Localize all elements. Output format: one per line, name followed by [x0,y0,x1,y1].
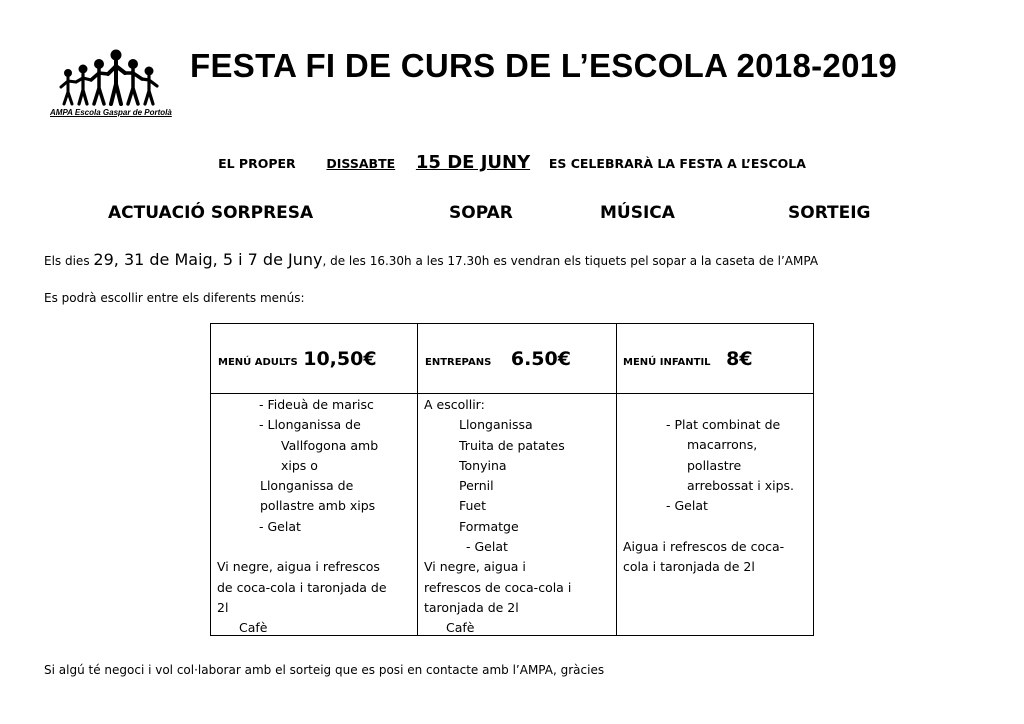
page-title: FESTA FI DE CURS DE L’ESCOLA 2018-2019 [190,47,898,84]
menu-header-kids [623,348,753,370]
list-item: Formatge [459,518,519,534]
list-item: de coca-cola i taronjada de [217,579,387,595]
tickets-info [44,250,818,269]
list-item: - Llonganissa de [259,417,361,433]
column-divider [417,324,418,635]
children-holding-hands-icon [58,40,162,106]
tickets-suffix: , de les 16.30h a les 17.30h es vendran els tiquets pel sopar a la caseta de l’AMPA [322,254,819,268]
list-item: A escollir: [424,397,485,412]
list-item: arrebossat i xips. [687,477,795,493]
list-spacer [623,516,794,536]
list-item: Tonyina [459,457,507,473]
list-item: Fuet [459,498,487,514]
list-item: Llonganissa de [260,478,354,494]
header-divider [211,393,813,394]
list-item: xips o [281,457,318,473]
list-item: - Gelat [259,518,301,534]
menu-name: ENTREPANS [425,357,492,368]
column-divider [616,324,617,635]
announcement-intro: EL PROPER [218,156,296,171]
list-item: - Plat combinat de [666,417,781,432]
menu-sandwiches-items [424,395,571,639]
tickets-dates: 29, 31 de Maig, 5 i 7 de Juny [93,250,323,269]
footer-note: Si algú té negoci i vol col·laborar amb el sorteig que es posi en contacte amb l’AMPA, gràcies [44,663,605,677]
list-item: Aigua i refrescos de coca- [623,538,785,554]
menu-header-adults [218,348,377,370]
list-item: 2l [217,599,229,615]
list-item: Cafè [446,620,475,636]
list-item: Truita de patates [459,437,565,453]
list-item: macarrons, [687,437,758,453]
tickets-prefix: Els dies [44,254,90,268]
announcement-date: 15 DE JUNY [415,152,531,173]
menu-price: 10,50€ [303,348,377,370]
menu-kids-items [623,415,794,577]
list-item: pollastre [687,457,742,473]
announcement-day: DISSABTE [326,156,396,171]
list-item: pollastre amb xips [260,498,376,514]
list-item: - Fideuà de marisc [259,397,374,412]
menu-adults-items [217,395,387,639]
list-item: Vi negre, aigua i [424,559,526,575]
menu-price: 8€ [726,348,753,370]
list-item: Vallfogona amb [281,437,379,453]
list-item: - Gelat [466,539,508,555]
feature-dinner: SOPAR [449,203,513,223]
menu-price: 6.50€ [510,348,571,370]
announcement-rest: ES CELEBRARÀ LA FESTA A L’ESCOLA [548,156,806,171]
logo-caption: AMPA Escola Gaspar de Portolà [50,108,172,117]
feature-raffle: SORTEIG [788,203,871,223]
list-item: - Gelat [666,498,708,514]
menu-name: MENÚ ADULTS [218,357,298,368]
list-item: Vi negre, aigua i refrescos [217,559,380,575]
list-item: taronjada de 2l [424,599,519,615]
list-item: Cafè [239,620,268,636]
list-item: cola i taronjada de 2l [623,559,755,575]
feature-music: MÚSICA [600,203,675,223]
list-item: refrescos de coca-cola i [424,579,572,595]
menu-name: MENÚ INFANTIL [623,357,711,368]
announcement [0,152,1024,173]
list-item: Llonganissa [459,417,533,433]
menu-header-sandwiches [425,348,571,370]
menu-table [210,323,814,636]
feature-surprise-show: ACTUACIÓ SORPRESA [108,203,314,223]
ampa-logo [50,40,170,122]
list-spacer [217,537,387,557]
list-item: Pernil [459,478,494,494]
menu-choice-text: Es podrà escollir entre els diferents menús: [44,291,305,305]
